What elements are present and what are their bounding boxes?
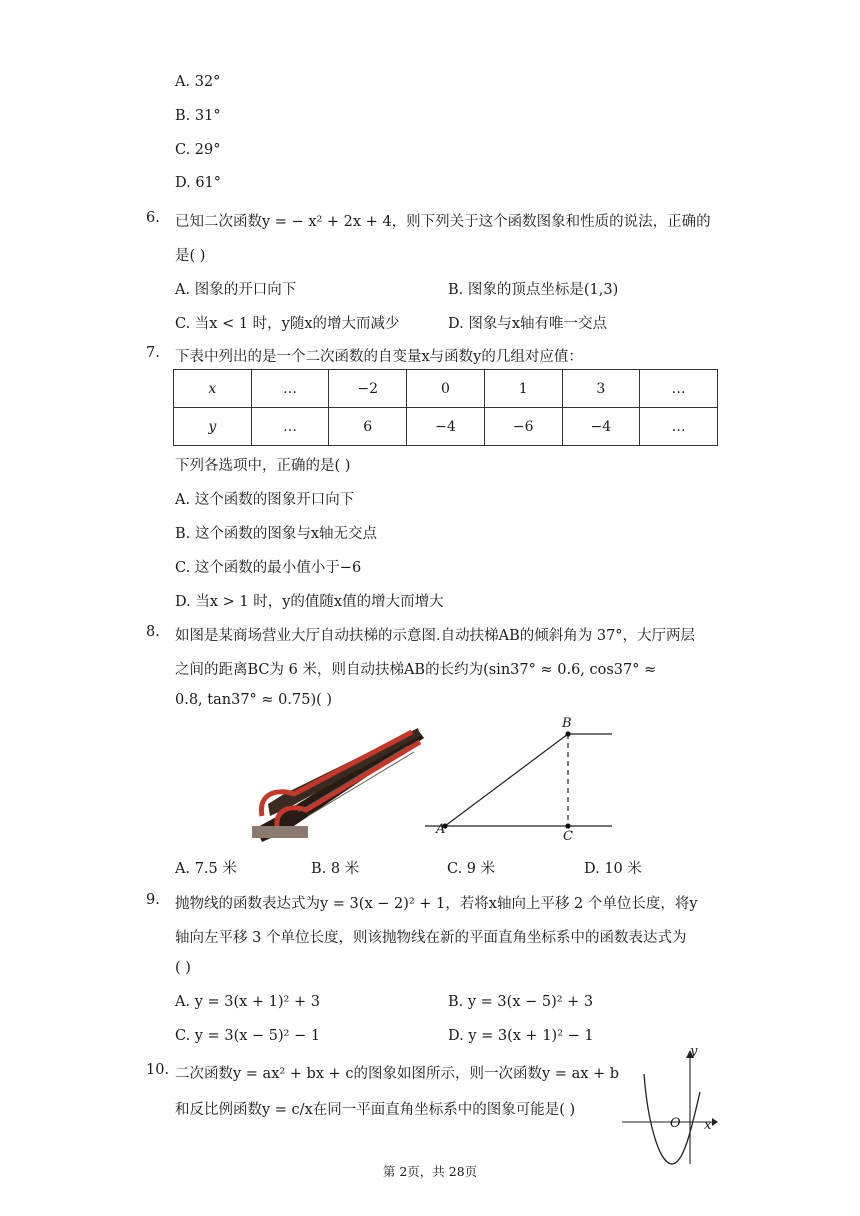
q5-option-a: A. 32° [175,74,221,90]
escalator-line-ab [445,734,568,826]
table-cell: −4 [407,408,485,446]
q8-number: 8. [146,624,160,640]
q7-prompt: 下列各选项中，正确的是( ) [175,458,351,474]
q6-number: 6. [146,210,160,226]
axis-label-x: x [704,1118,712,1133]
table-cell: 6 [329,408,407,446]
point-label-a: A [436,822,446,837]
q8-stem-line2: 之间的距离BC为 6 米，则自动扶梯AB的长约为(sin37° ≈ 0.6, cos37° ≈ [175,662,657,678]
q9-option-c: C. y = 3(x − 5)² − 1 [175,1028,321,1044]
q5-option-d: D. 61° [175,175,222,191]
table-cell: y [174,408,252,446]
table-cell: x [174,370,252,408]
q9-stem-line1: 抛物线的函数表达式为y = 3(x − 2)² + 1，若将x轴向上平移 2 个单位长度，将y [175,896,698,912]
table-cell: … [640,408,718,446]
q7-option-b: B. 这个函数的图象与x轴无交点 [175,526,378,542]
q7-value-table [173,369,718,446]
q9-option-b: B. y = 3(x − 5)² + 3 [448,994,594,1010]
q10-stem-line1: 二次函数y = ax² + bx + c的图象如图所示，则一次函数y = ax + b [175,1066,620,1082]
parabola-graph [620,1046,720,1170]
q9-option-a: A. y = 3(x + 1)² + 3 [175,994,320,1010]
q5-option-c: C. 29° [175,142,221,158]
table-row-y [174,408,718,446]
q6-stem-line2: 是( ) [175,248,206,264]
q10-number: 10. [146,1062,170,1078]
q6-option-b: B. 图象的顶点坐标是(1,3) [448,282,619,298]
table-cell: … [640,370,718,408]
table-cell: −2 [329,370,407,408]
q10-stem-line2: 和反比例函数y = c/x在同一平面直角坐标系中的图象可能是( ) [175,1102,576,1118]
q8-option-d: D. 10 米 [584,861,642,877]
q7-number: 7. [146,345,160,361]
table-row-x [174,370,718,408]
q6-stem-line1: 已知二次函数y = − x² + 2x + 4，则下列关于这个函数图象和性质的说法，正确的 [175,214,711,230]
table-cell: −4 [562,408,640,446]
table-cell: … [251,408,329,446]
table-cell: 3 [562,370,640,408]
q6-option-a: A. 图象的开口向下 [175,282,297,298]
q8-stem-line1: 如图是某商场营业大厅自动扶梯的示意图.自动扶梯AB的倾斜角为 37°，大厅两层 [175,628,696,644]
q8-stem-line3: 0.8, tan37° ≈ 0.75)( ) [175,692,333,708]
axis-label-y: y [690,1044,698,1059]
q9-number: 9. [146,892,160,908]
axis-label-origin: O [670,1116,681,1131]
table-cell: −6 [484,408,562,446]
q7-stem: 下表中列出的是一个二次函数的自变量x与函数y的几组对应值： [175,349,583,365]
escalator-photo [248,724,426,846]
table-cell: 1 [484,370,562,408]
q6-option-d: D. 图象与x轴有唯一交点 [448,316,608,332]
x-axis-arrow-icon [712,1118,718,1126]
q5-option-b: B. 31° [175,108,221,124]
q9-stem-line2: 轴向左平移 3 个单位长度，则该抛物线在新的平面直角坐标系中的函数表达式为 [175,930,687,946]
q8-option-c: C. 9 米 [447,861,496,877]
triangle-diagram [420,716,620,846]
q6-option-c: C. 当x < 1 时，y随x的增大而减少 [175,316,400,332]
page-footer: 第 2页，共 28页 [382,1164,478,1179]
q8-option-a: A. 7.5 米 [175,861,237,877]
q9-stem-line3: ( ) [175,960,191,976]
q9-option-d: D. y = 3(x + 1)² − 1 [448,1028,594,1044]
table-cell: 0 [407,370,485,408]
point-label-b: B [562,716,572,731]
table-cell: … [251,370,329,408]
q7-option-c: C. 这个函数的最小值小于−6 [175,560,362,576]
q7-option-a: A. 这个函数的图象开口向下 [175,492,355,508]
q7-option-d: D. 当x > 1 时，y的值随x值的增大而增大 [175,594,444,610]
q8-option-b: B. 8 米 [311,861,360,877]
point-label-c: C [563,829,573,844]
